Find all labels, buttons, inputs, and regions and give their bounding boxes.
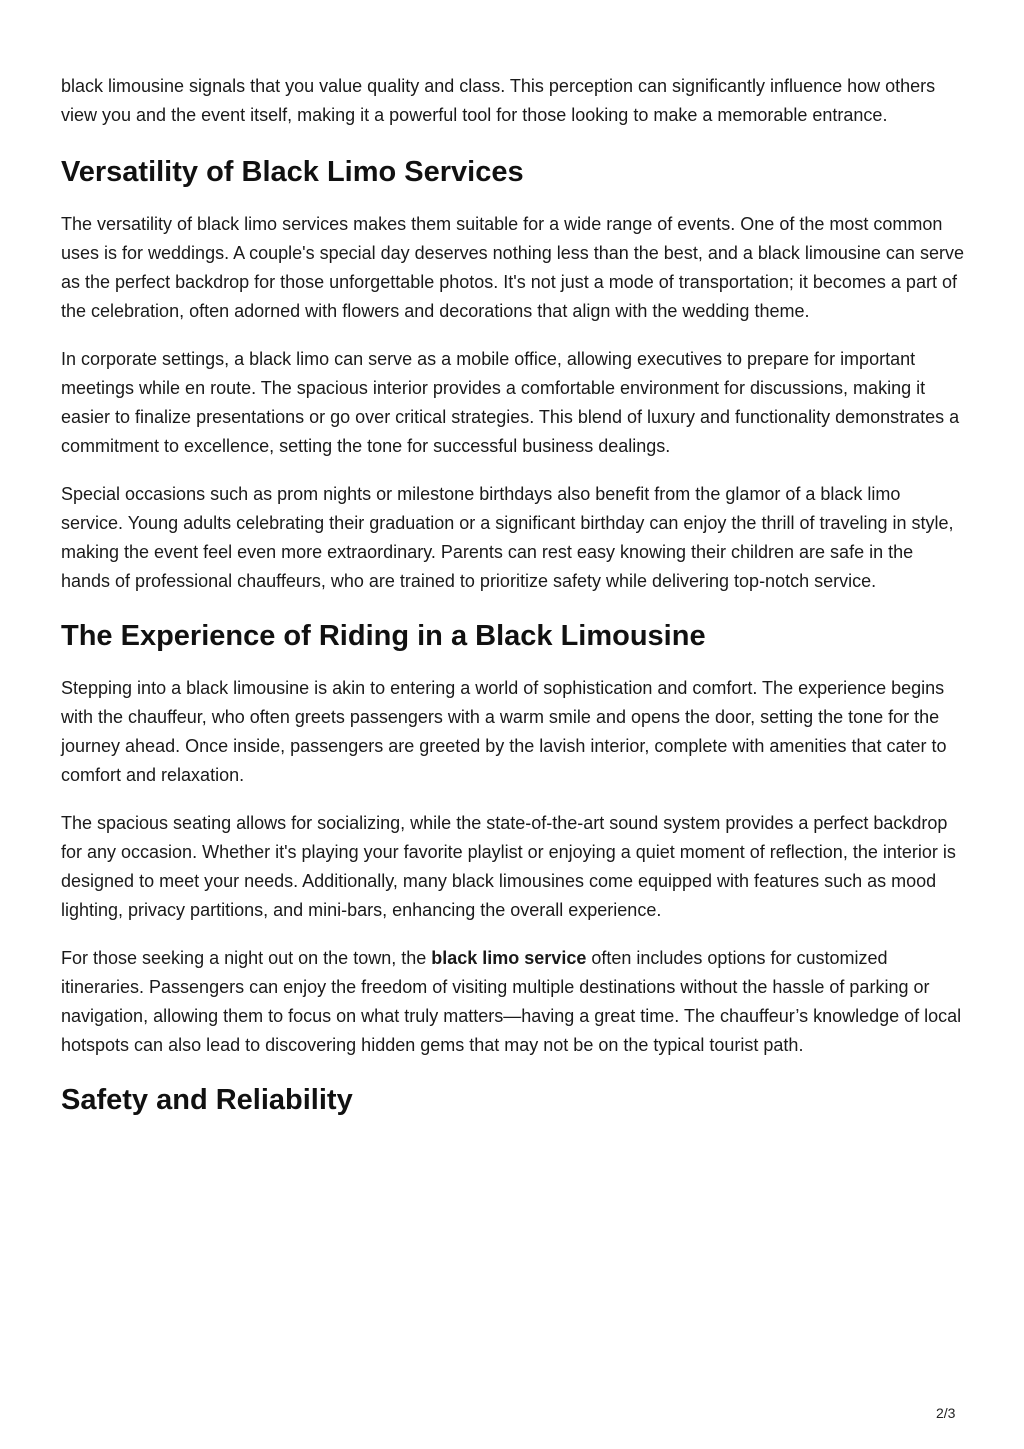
night-out-text-before: For those seeking a night out on the town, the — [61, 948, 432, 968]
night-out-text-after: often includes options for customized itineraries. Passengers can enjoy the freedom of visiting multiple destinations without the hassle of parking or navigation, allowing them to focus on what truly matters—having a great time. The chauffeur’s knowledge of local hotspots can also lead to discovering hidden gems that may not be on the typical tourist path. — [61, 948, 962, 1055]
document-page — [61, 0, 966, 1118]
paragraph-night-out — [61, 944, 966, 1060]
paragraph-stepping-in: Stepping into a black limousine is akin to entering a world of sophistication and comfort. The experience begins with the chauffeur, who often greets passengers with a warm smile and opens the door, setting the tone for the journey ahead. Once inside, passengers are greeted by the lavish interior, complete with amenities that cater to comfort and relaxation. — [61, 678, 947, 785]
paragraph-corporate: In corporate settings, a black limo can serve as a mobile office, allowing executives to prepare for important meetings while en route. The spacious interior provides a comfortable environment for discussions, making it easier to finalize presentations or go over critical strategies. This blend of luxury and functionality demonstrates a commitment to excellence, setting the tone for successful business dealings. — [61, 349, 960, 456]
intro-paragraph: black limousine signals that you value quality and class. This perception can significantly influence how others view you and the event itself, making it a powerful tool for those looking to make a memorable entrance. — [61, 76, 936, 125]
black-limo-service-bold: black limo service — [431, 948, 587, 968]
paragraph-weddings: The versatility of black limo services makes them suitable for a wide range of events. One of the most common uses is for weddings. A couple's special day deserves nothing less than the best, and a black limousine can serve as the perfect backdrop for those unforgettable photos. It's not just a mode of transportation; it becomes a part of the celebration, often adorned with flowers and decorations that align with the wedding theme. — [61, 214, 964, 321]
heading-experience: The Experience of Riding in a Black Limousine — [61, 620, 706, 652]
paragraph-special-occasions: Special occasions such as prom nights or milestone birthdays also benefit from the glamor of a black limo service. Young adults celebrating their graduation or a significant birthday can enjoy the thrill of traveling in style, making the event feel even more extraordinary. Parents can rest easy knowing their children are safe in the hands of professional chauffeurs, who are trained to prioritize safety while delivering top-notch service. — [61, 484, 954, 591]
page-number: 2/3 — [936, 1405, 956, 1421]
heading-versatility: Versatility of Black Limo Services — [61, 156, 524, 188]
heading-safety: Safety and Reliability — [61, 1084, 353, 1116]
paragraph-seating: The spacious seating allows for socializing, while the state-of-the-art sound system provides a perfect backdrop for any occasion. Whether it's playing your favorite playlist or enjoying a quiet moment of reflection, the interior is designed to meet your needs. Additionally, many black limousines come equipped with features such as mood lighting, privacy partitions, and mini-bars, enhancing the overall experience. — [61, 813, 956, 920]
